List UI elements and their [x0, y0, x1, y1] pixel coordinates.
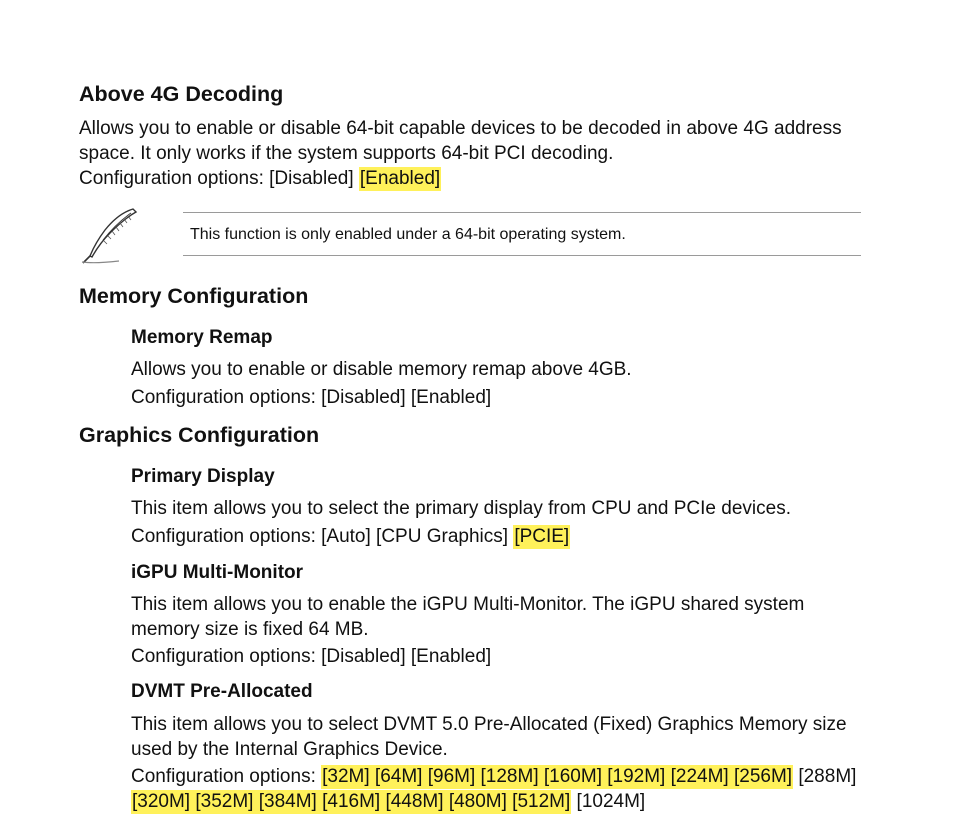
- config-options-text: Configuration options:: [131, 766, 322, 787]
- memory-remap-description: Allows you to enable or disable memory remap above 4GB.: [131, 359, 632, 380]
- igpu-description-line-2: memory size is fixed 64 MB.: [131, 619, 369, 640]
- config-options-rest-1: [288M]: [793, 766, 857, 787]
- quill-pen-icon: [79, 206, 141, 266]
- item-title-primary-display: Primary Display: [131, 466, 275, 487]
- highlighted-option-enabled: [Enabled]: [359, 168, 441, 189]
- section-title-above-4g: Above 4G Decoding: [79, 82, 284, 106]
- item-title-igpu-multi-monitor: iGPU Multi-Monitor: [131, 562, 304, 583]
- above-4g-description-line-1: Allows you to enable or disable 64-bit capable devices to be decoded in above 4G address: [79, 118, 842, 139]
- dvmt-description-line-2: used by the Internal Graphics Device.: [131, 739, 448, 760]
- highlighted-option-pcie: [PCIE]: [514, 526, 570, 547]
- highlighted-options-group-1: [32M] [64M] [96M] [128M] [160M] [192M] [224M] [256M]: [322, 766, 793, 787]
- igpu-description-line-1: This item allows you to enable the iGPU Multi-Monitor. The iGPU shared system: [131, 594, 805, 615]
- dvmt-config-options-line-2: [131, 790, 645, 814]
- section-title-graphics-configuration: Graphics Configuration: [79, 423, 320, 447]
- item-title-memory-remap: Memory Remap: [131, 327, 273, 348]
- config-options-rest-2: [1024M]: [571, 791, 646, 812]
- note-top-rule: [183, 212, 861, 213]
- primary-display-description: This item allows you to select the primary display from CPU and PCIe devices.: [131, 498, 791, 519]
- config-options-text: Configuration options: [Disabled]: [79, 168, 359, 189]
- item-title-dvmt-pre-allocated: DVMT Pre-Allocated: [131, 681, 313, 702]
- above-4g-config-options: [79, 167, 441, 191]
- dvmt-description-line-1: This item allows you to select DVMT 5.0 Pre-Allocated (Fixed) Graphics Memory size: [131, 714, 847, 735]
- note-bottom-rule: [183, 255, 861, 256]
- note-box: [79, 206, 861, 262]
- dvmt-config-options-line-1: [131, 765, 856, 789]
- igpu-config-options: Configuration options: [Disabled] [Enabled]: [131, 646, 492, 667]
- note-text: This function is only enabled under a 64-bit operating system.: [190, 226, 626, 243]
- memory-remap-config-options: Configuration options: [Disabled] [Enabled]: [131, 387, 492, 408]
- section-title-memory-configuration: Memory Configuration: [79, 284, 309, 308]
- above-4g-description-line-2: space. It only works if the system supports 64-bit PCI decoding.: [79, 143, 614, 164]
- config-options-text: Configuration options: [Auto] [CPU Graphics]: [131, 526, 514, 547]
- highlighted-options-group-2: [320M] [352M] [384M] [416M] [448M] [480M] [512M]: [132, 791, 571, 812]
- primary-display-config-options: [131, 525, 570, 549]
